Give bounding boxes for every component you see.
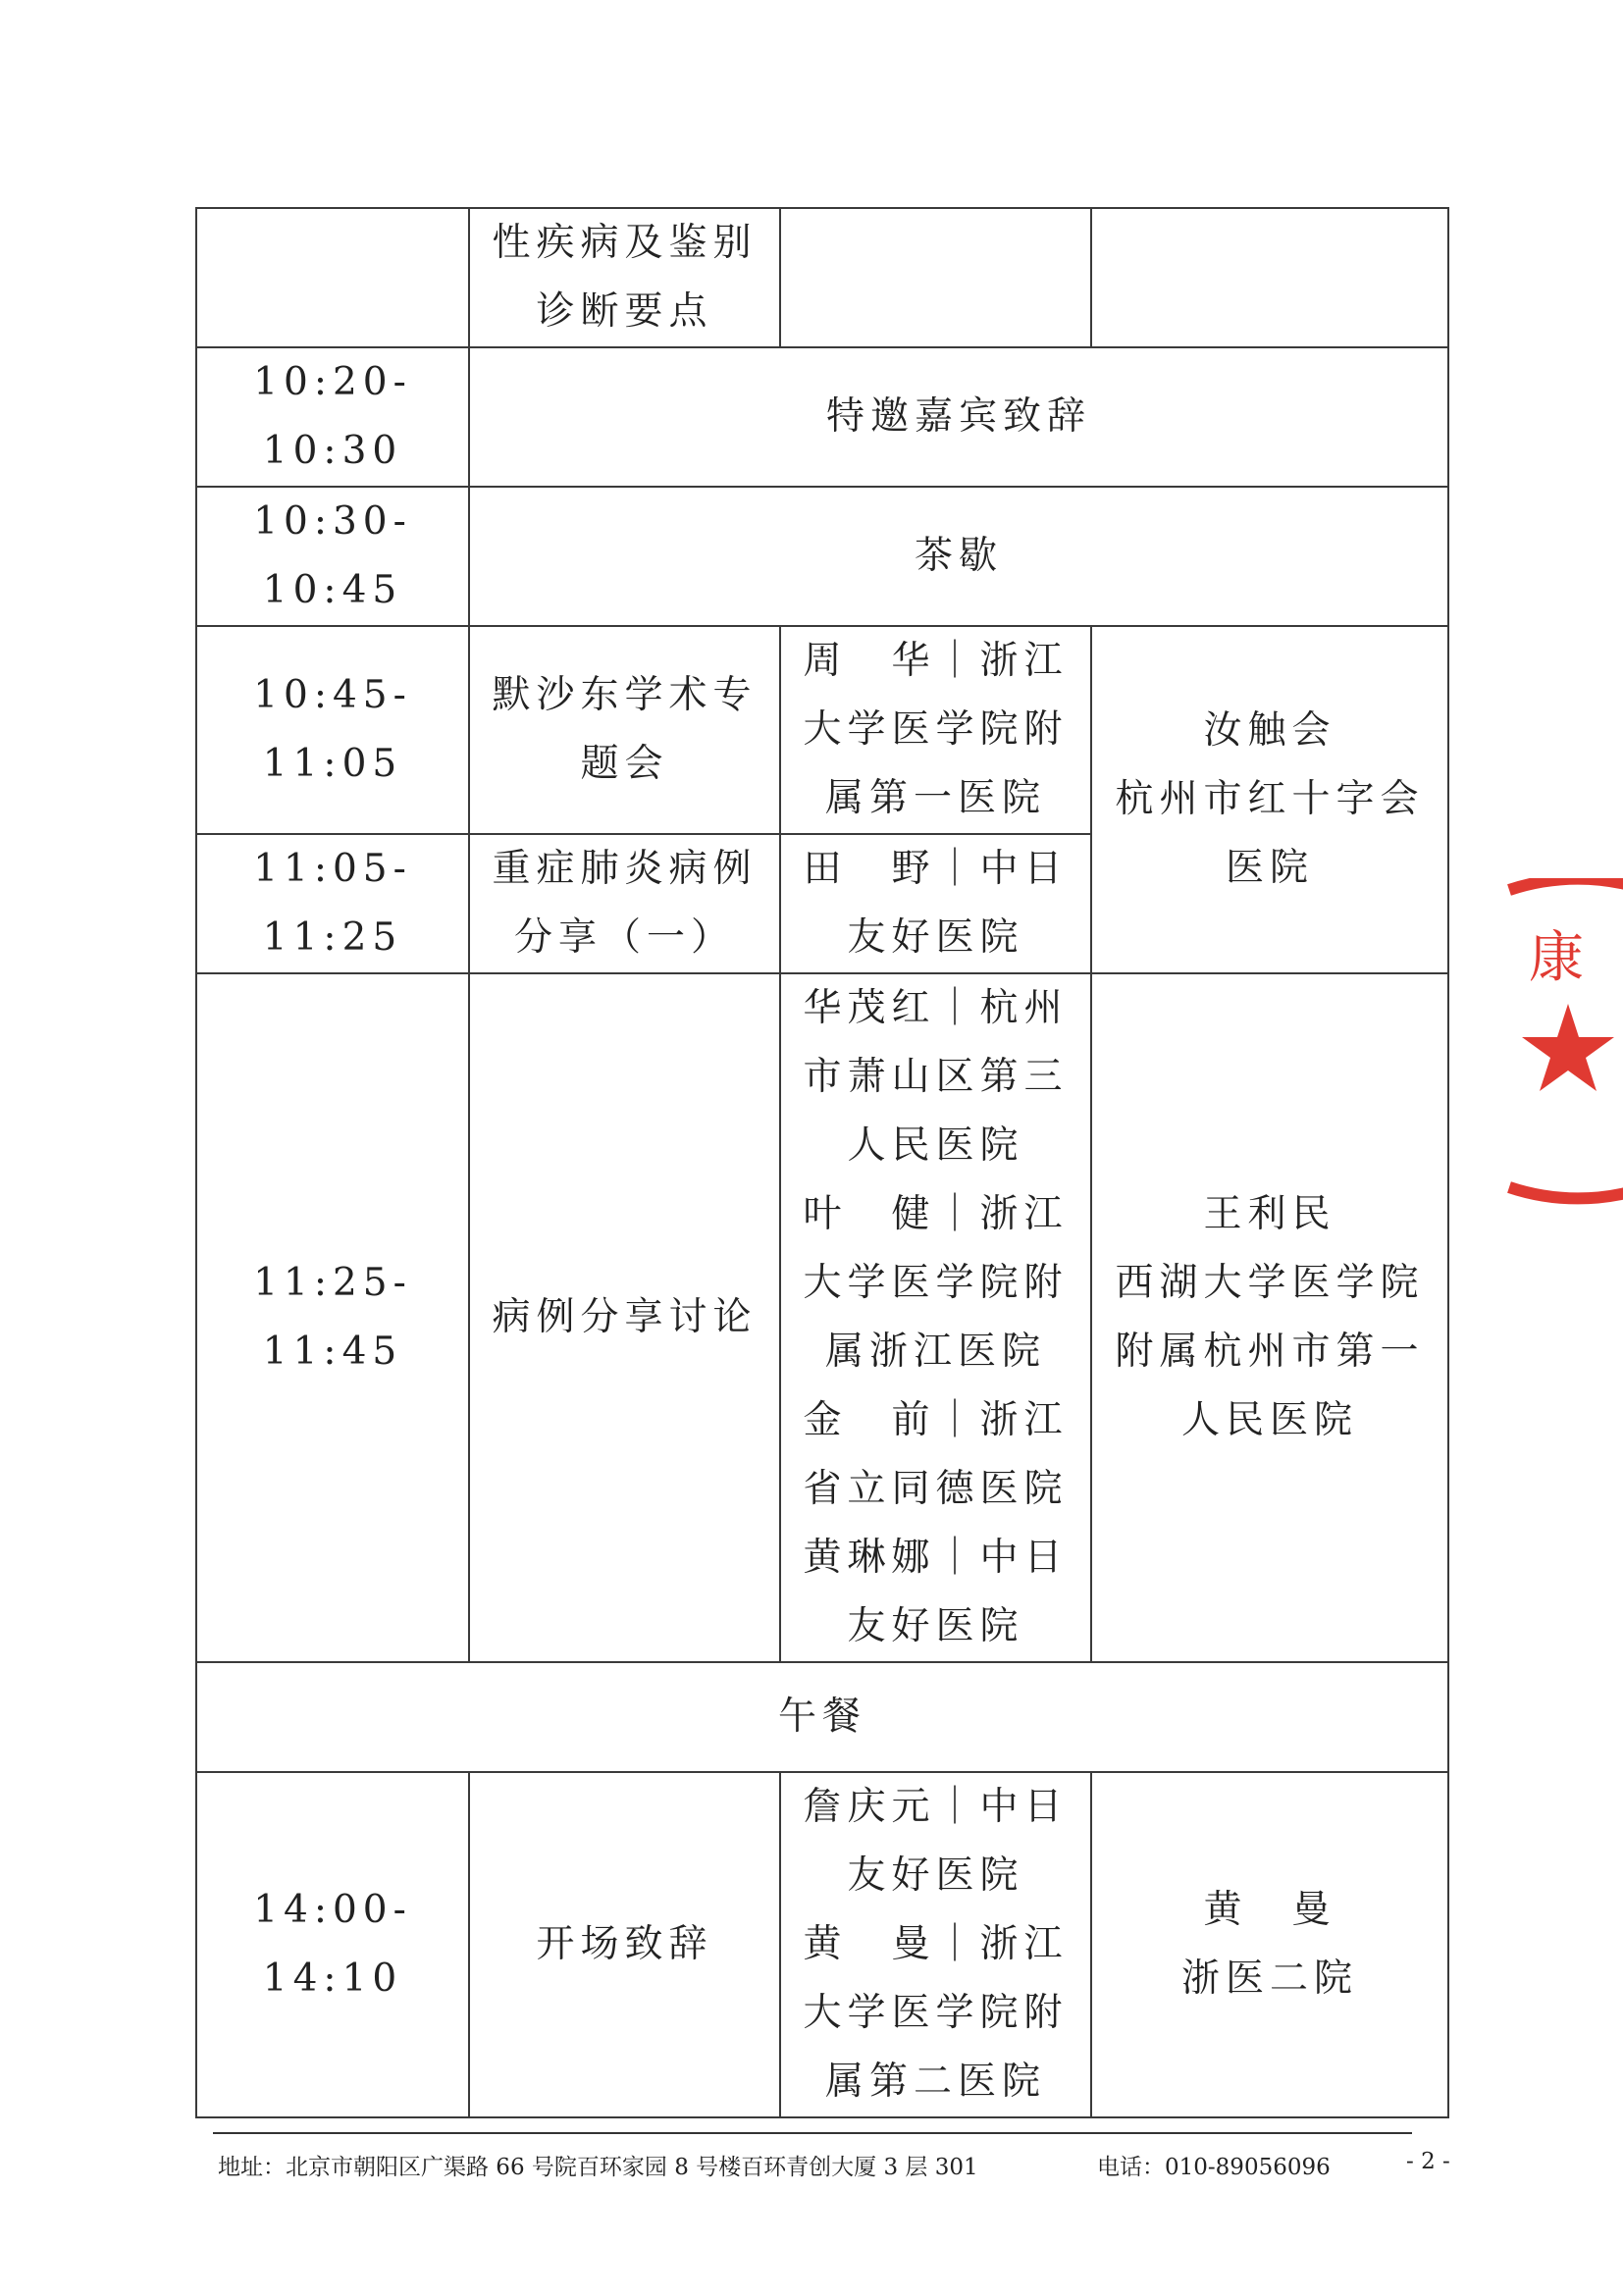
speaker-cell: 田 野｜中日 友好医院: [780, 834, 1091, 973]
seal-char: 康: [1529, 926, 1584, 990]
time-cell: 11:05-11:25: [196, 834, 469, 973]
time-cell: 11:25-11:45: [196, 973, 469, 1662]
chair-cell: [1091, 208, 1448, 347]
topic-cell: 性疾病及鉴别 诊断要点: [469, 208, 780, 347]
speaker-cell: 华茂红｜杭州 市萧山区第三 人民医院 叶 健｜浙江 大学医学院附 属浙江医院 金 前｜浙江 省立同德医院 黄琳娜｜中日 友好医院: [780, 973, 1091, 1662]
table-row: [196, 1772, 1448, 2117]
speaker-cell: [780, 208, 1091, 347]
event-cell: 午餐: [196, 1662, 1448, 1772]
topic-cell: 开场致辞: [469, 1772, 780, 2117]
footer-phone: 电话：010-89056096: [1097, 2155, 1331, 2180]
table-row: [196, 1662, 1448, 1772]
seal-star-icon: [1522, 1004, 1614, 1091]
chair-cell: 黄 曼 浙医二院: [1091, 1772, 1448, 2117]
seal-arc-top: [1509, 879, 1623, 890]
time-cell: [196, 208, 469, 347]
table-row: [196, 208, 1448, 347]
time-cell: 10:30-10:45: [196, 487, 469, 626]
time-cell: 10:20-10:30: [196, 347, 469, 487]
table-row: [196, 626, 1448, 834]
footer-divider: [213, 2132, 1412, 2134]
speaker-cell: 詹庆元｜中日 友好医院 黄 曼｜浙江 大学医学院附 属第二医院: [780, 1772, 1091, 2117]
table-row: [196, 347, 1448, 487]
topic-cell: 重症肺炎病例 分享（一）: [469, 834, 780, 973]
table-row: [196, 973, 1448, 1662]
seal-arc-bottom: [1509, 1187, 1623, 1198]
table-row: [196, 487, 1448, 626]
event-cell: 特邀嘉宾致辞: [469, 347, 1448, 487]
topic-cell: 默沙东学术专 题会: [469, 626, 780, 834]
time-cell: 10:45-11:05: [196, 626, 469, 834]
chair-cell: 王利民 西湖大学医学院 附属杭州市第一 人民医院: [1091, 973, 1448, 1662]
footer-address: 地址：北京市朝阳区广渠路 66 号院百环家园 8 号楼百环青创大厦 3 层 301: [218, 2155, 978, 2180]
chair-cell: 汝触会 杭州市红十字会 医院: [1091, 626, 1448, 973]
event-cell: 茶歇: [469, 487, 1448, 626]
red-seal-stamp: [1499, 878, 1623, 1212]
time-cell: 14:00-14:10: [196, 1772, 469, 2117]
topic-cell: 病例分享讨论: [469, 973, 780, 1662]
speaker-cell: 周 华｜浙江 大学医学院附 属第一医院: [780, 626, 1091, 834]
page-number: - 2 -: [1406, 2149, 1450, 2174]
schedule-table: [195, 207, 1449, 2118]
